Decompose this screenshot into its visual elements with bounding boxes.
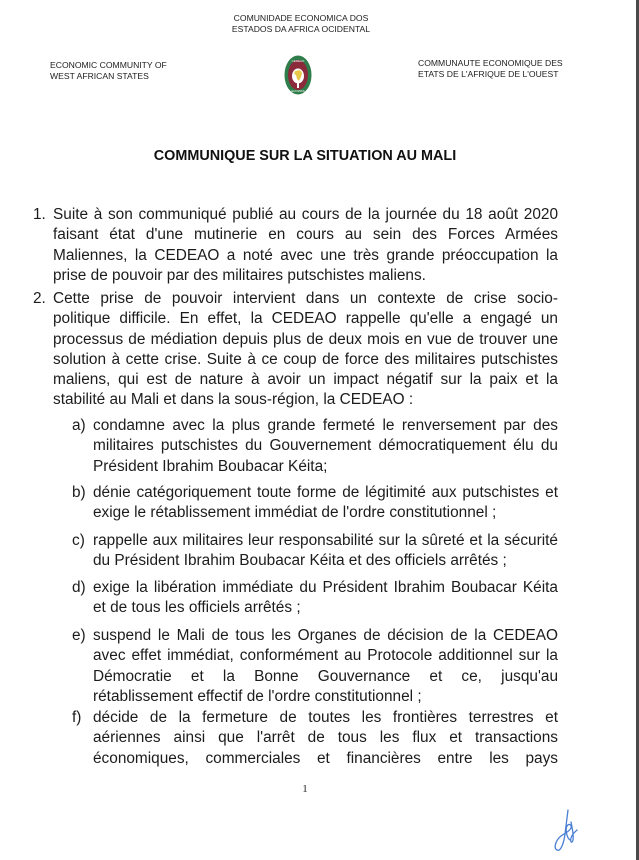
header-french-line-2: ETATS DE L'AFRIQUE DE L'OUEST — [418, 69, 559, 79]
text-line: solution à cette crise. Suite à ce coup de force des militaires putschistes — [53, 350, 558, 368]
paragraph-text — [53, 205, 558, 286]
sub-item-text — [93, 483, 558, 524]
sub-item-letter: e) — [72, 627, 86, 644]
text-line: aériennes ainsi que l'arrêt de tous les flux et transactions — [93, 729, 558, 747]
text-line: politique difficile. En effet, la CEDEAO rappelle qu'elle a engagé un — [53, 310, 558, 328]
text-line: militaires putschistes du Gouvernement démocratiquement élu du — [93, 437, 558, 455]
header-english — [50, 60, 167, 82]
text-line: Démocratie et la Bonne Gouvernance et ce, jusqu'au — [93, 667, 558, 685]
text-line: Maliennes, la CEDEAO a noté avec une très grande préoccupation la — [53, 246, 558, 264]
text-line: et de tous les officiels arrêtés ; — [93, 599, 301, 617]
sub-item-letter: d) — [72, 579, 86, 596]
text-line: Suite à son communiqué publié au cours de la journée du 18 août 2020 — [53, 206, 558, 223]
header-portuguese-line-1: COMUNIDADE ECONOMICA DOS — [233, 13, 369, 23]
text-line: faisant état d'une mutinerie en cours au sein des Forces Armées — [53, 226, 558, 244]
signature-icon — [553, 808, 579, 854]
text-line: Président Ibrahim Boubacar Kéita; — [93, 457, 328, 475]
sub-item-text — [93, 708, 558, 769]
header-portuguese-line-2: ESTADOS DA AFRICA OCIDENTAL — [231, 24, 371, 34]
header-french-line-1: COMMUNAUTE ECONOMIQUE DES — [418, 58, 563, 68]
sub-item-text — [93, 416, 558, 477]
text-line: exige la libération immédiate du Président Ibrahim Boubacar Kéita — [93, 579, 558, 596]
text-line: décide de la fermeture de toutes les frontières terrestres et — [93, 709, 558, 726]
text-line: prise de pouvoir par des militaires putschistes maliens. — [53, 266, 426, 284]
paragraph-text — [53, 289, 558, 411]
text-line: exige le rétablissement immédiat de l'ordre constitutionnel ; — [93, 504, 497, 522]
text-line: rétablissement effectif de l'ordre constitutionnel ; — [93, 687, 422, 705]
text-line: stabilité au Mali et dans la sous-région, la CEDEAO : — [53, 391, 414, 409]
text-line: condamne avec la plus grande fermeté le renversement par des — [93, 417, 558, 434]
text-line: suspend le Mali de tous les Organes de décision de la CEDEAO — [93, 627, 558, 644]
paragraph-number: 2. — [33, 290, 46, 307]
text-line: maliens, qui est de nature à avoir un impact négatif sur la paix et la — [53, 371, 558, 389]
sub-item-letter: f) — [72, 709, 82, 726]
sub-item-text — [93, 531, 558, 572]
sub-item-text — [93, 626, 558, 707]
svg-text:ECOWAS: ECOWAS — [291, 89, 305, 93]
sub-item-text — [93, 578, 558, 619]
header-english-line-1: ECONOMIC COMMUNITY OF — [50, 60, 167, 70]
page-number: 1 — [302, 783, 308, 795]
text-line: dénie catégoriquement toute forme de légitimité aux putschistes et — [93, 484, 558, 501]
ecowas-logo-icon — [284, 55, 312, 95]
svg-text:CEDEAO: CEDEAO — [291, 59, 305, 63]
sub-item-letter: c) — [72, 532, 85, 549]
text-line: du Président Ibrahim Boubacar Kéita et des officiels arrêtés ; — [93, 552, 507, 570]
document-title: COMMUNIQUE SUR LA SITUATION AU MALI — [153, 148, 457, 164]
sub-item-letter: a) — [72, 417, 86, 434]
text-line: Cette prise de pouvoir intervient dans un contexte de crise socio- — [53, 290, 558, 307]
paragraph-number: 1. — [33, 206, 46, 223]
header-portuguese — [0, 13, 602, 35]
header-french — [418, 58, 563, 80]
text-line: processus de médiation depuis plus de deux mois en vue de trouver une — [53, 330, 558, 348]
text-line: rappelle aux militaires leur responsabilité sur la sûreté et la sécurité — [93, 532, 558, 549]
text-line: avec effet immédiat, conformément au Protocole additionnel sur la — [93, 647, 558, 665]
sub-item-letter: b) — [72, 484, 86, 501]
text-line: économiques, commerciales et financières entre les pays — [93, 749, 558, 767]
header-english-line-2: WEST AFRICAN STATES — [50, 71, 149, 81]
